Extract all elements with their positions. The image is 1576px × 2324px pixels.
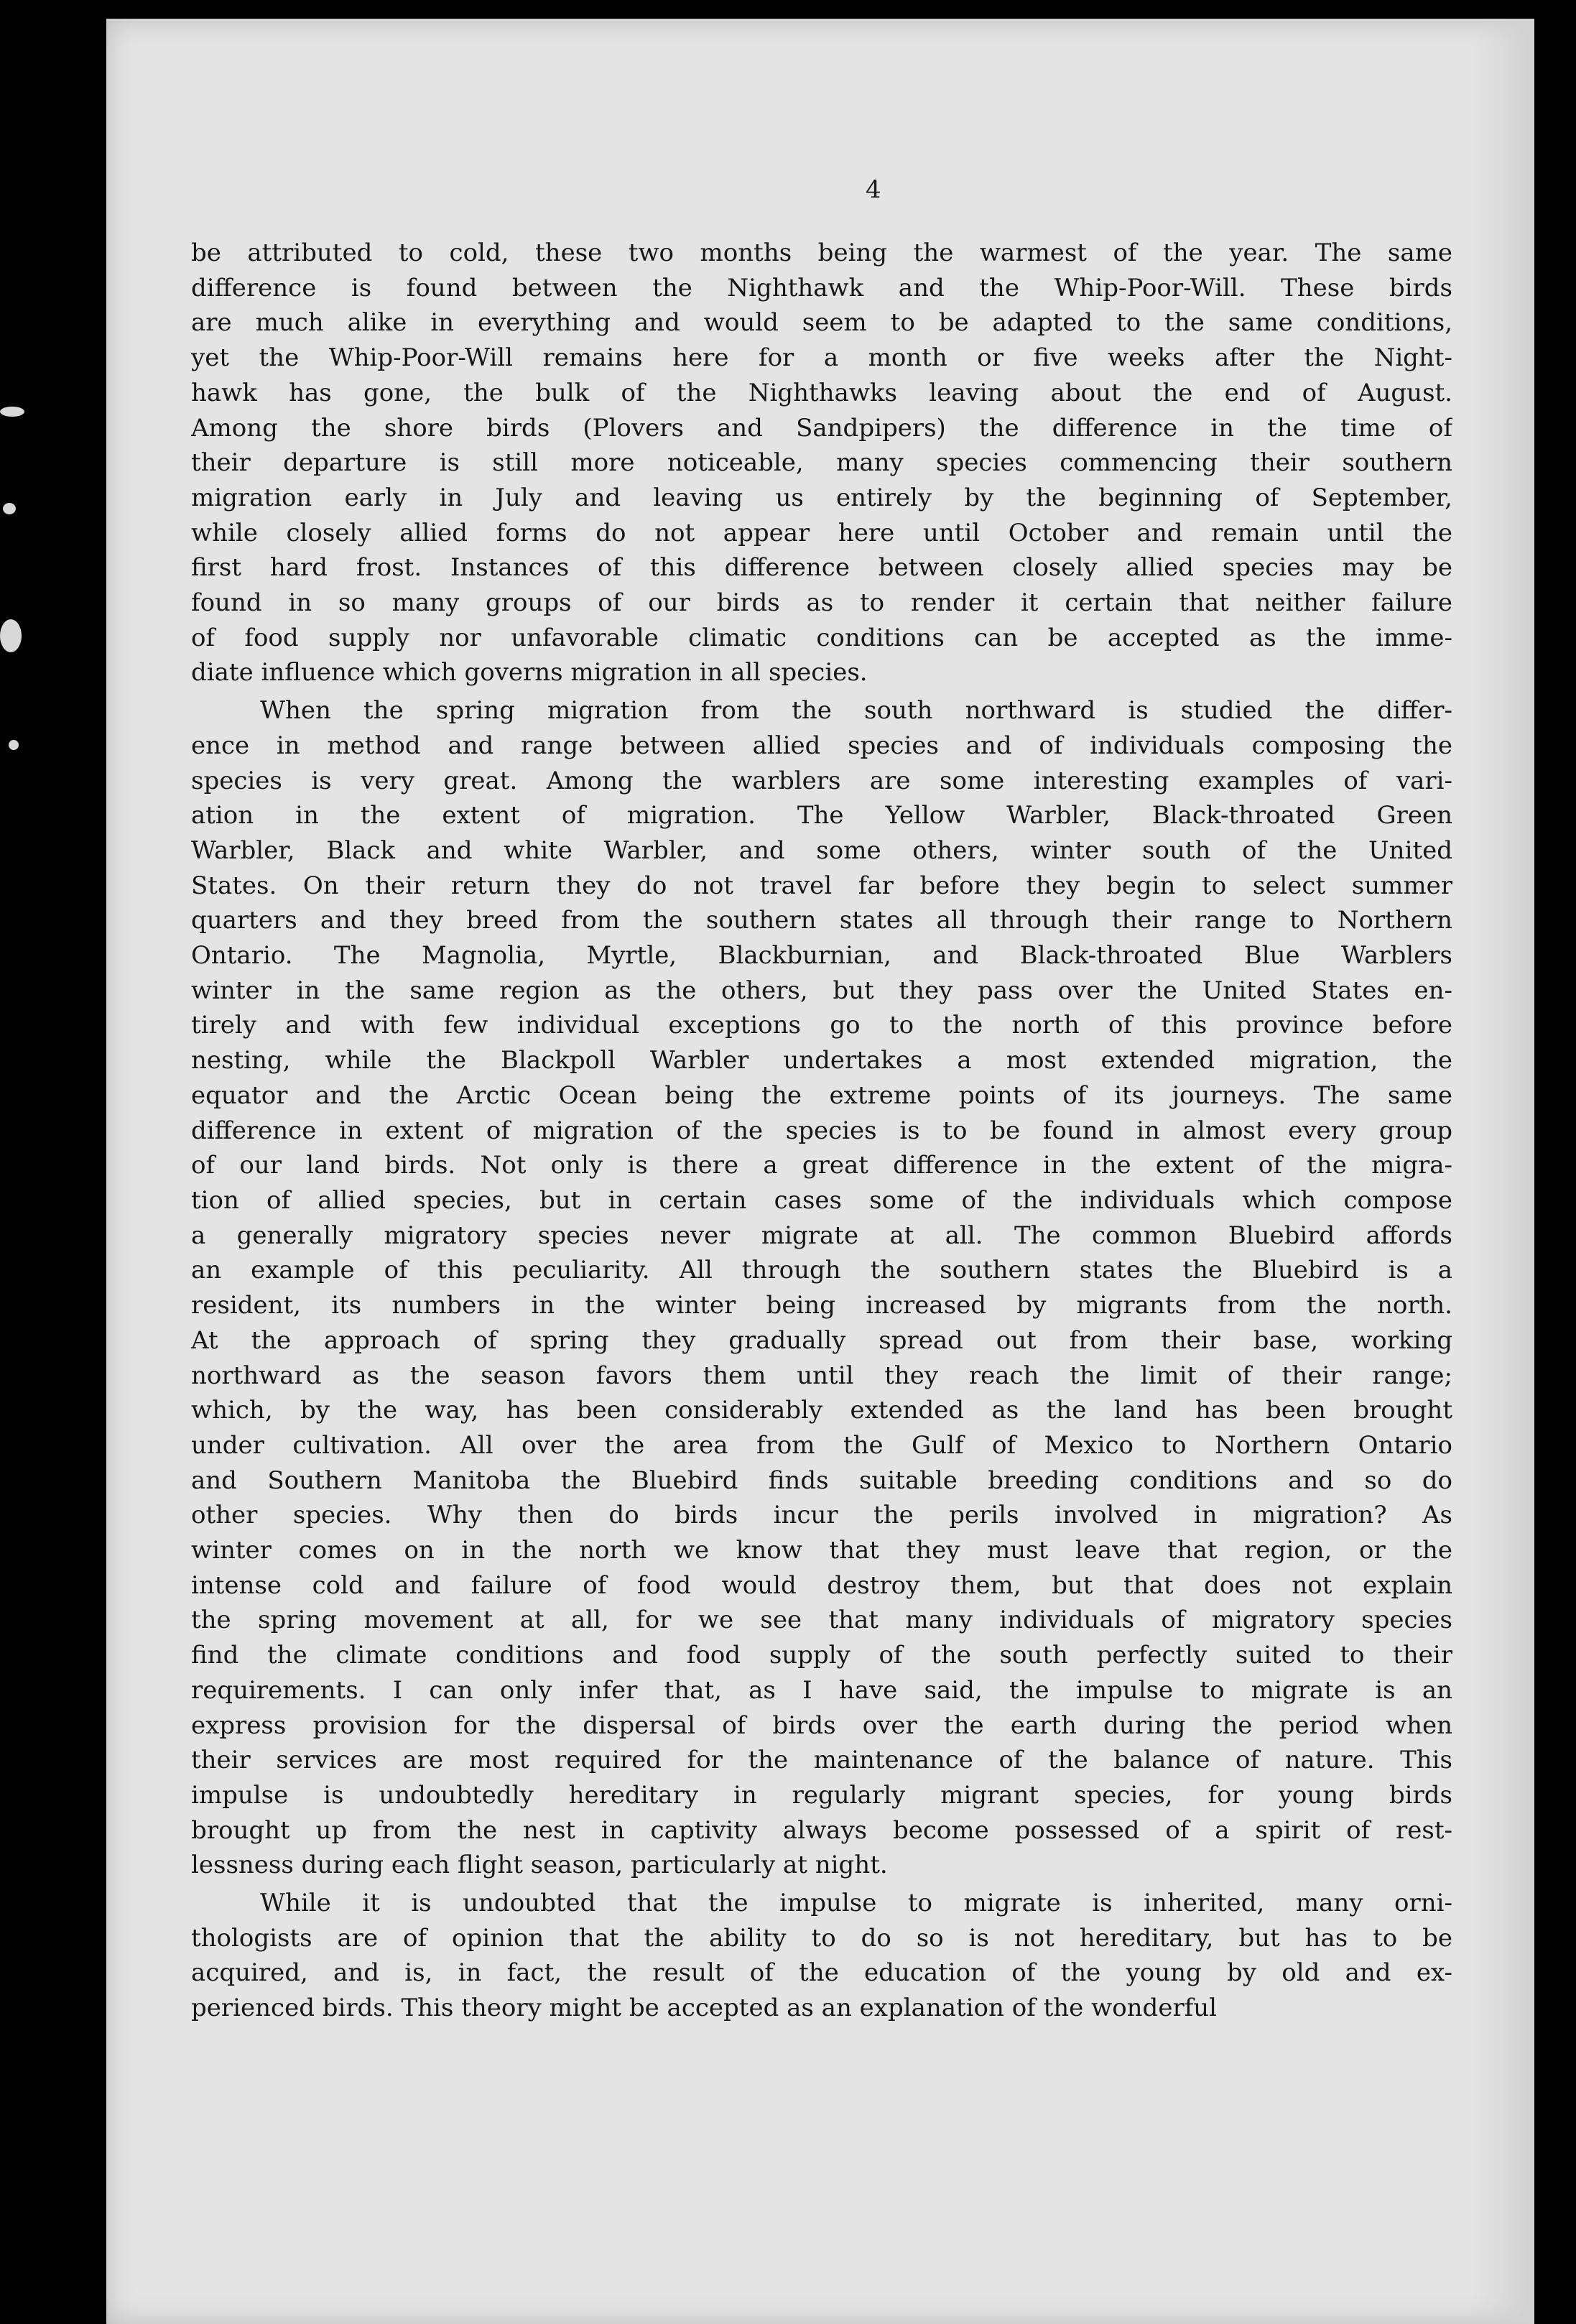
text-line: of our land birds. Not only is there a great difference in the extent of the migra- — [191, 1151, 1452, 1180]
text-line: lessness during each flight season, particularly at night. — [191, 1851, 888, 1880]
text-line: tion of allied species, but in certain cases some of the individuals which compose — [191, 1185, 1452, 1215]
text-line: an example of this peculiarity. All through the southern states the Bluebird is a — [191, 1256, 1452, 1285]
text-line: under cultivation. All over the area from the Gulf of Mexico to Northern Ontario — [191, 1430, 1452, 1460]
text-line: which, by the way, has been considerably extended as the land has been brought — [191, 1396, 1452, 1425]
text-line: nesting, while the Blackpoll Warbler undertakes a most extended migration, the — [191, 1046, 1452, 1075]
text-line: perienced birds. This theory might be accepted as an explanation of the wonderful — [191, 1994, 1218, 2023]
text-line: When the spring migration from the south northward is studied the differ- — [260, 696, 1452, 726]
text-line: found in so many groups of our birds as to render it certain that neither failure — [191, 588, 1452, 618]
text-line: quarters and they breed from the southern states all through their range to Northern — [191, 906, 1452, 935]
text-line: express provision for the dispersal of birds over the earth during the period when — [191, 1710, 1452, 1740]
text-line: species is very great. Among the warblers are some interesting examples of vari- — [191, 766, 1452, 795]
text-line: resident, its numbers in the winter being increased by migrants from the north. — [191, 1291, 1452, 1320]
text-line: their services are most required for the maintenance of the balance of nature. This — [191, 1746, 1452, 1775]
text-line: a generally migratory species never migrate at all. The common Bluebird affords — [191, 1221, 1452, 1250]
text-line: diate influence which governs migration in all species. — [191, 658, 868, 688]
paragraph — [191, 693, 1452, 1883]
text-line: and Southern Manitoba the Bluebird finds suitable breeding conditions and so do — [191, 1466, 1452, 1495]
text-line: winter comes on in the north we know that they must leave that region, or the — [191, 1536, 1452, 1565]
text-line: ation in the extent of migration. The Yellow Warbler, Black-throated Green — [191, 801, 1452, 830]
text-line: thologists are of opinion that the ability to do so is not hereditary, but has to be — [191, 1923, 1452, 1953]
text-line: intense cold and failure of food would destroy them, but that does not explain — [191, 1570, 1452, 1600]
text-line: equator and the Arctic Ocean being the extreme points of its journeys. The same — [191, 1080, 1452, 1110]
text-line: hawk has gone, the bulk of the Nighthawks leaving about the end of August. — [191, 378, 1452, 407]
text-line: brought up from the nest in captivity always become possessed of a spirit of rest- — [191, 1815, 1452, 1845]
paragraph — [191, 1886, 1452, 2026]
text-line: yet the Whip-Poor-Will remains here for a month or five weeks after the Night- — [191, 343, 1452, 373]
text-line: other species. Why then do birds incur the perils involved in migration? As — [191, 1501, 1452, 1530]
paragraph — [191, 236, 1452, 690]
text-line: of food supply nor unfavorable climatic conditions can be accepted as the imme- — [191, 623, 1452, 652]
body-text — [191, 236, 1452, 2026]
page-number: 4 — [866, 175, 881, 204]
text-line: While it is undoubted that the impulse to migrate is inherited, many orni- — [260, 1889, 1452, 1918]
text-line: find the climate conditions and food supply of the south perfectly suited to their — [191, 1641, 1452, 1670]
text-line: acquired, and is, in fact, the result of the education of the young by old and ex- — [191, 1958, 1452, 1988]
text-line: ence in method and range between allied species and of individuals composing the — [191, 731, 1452, 760]
text-line: difference in extent of migration of the species is to be found in almost every group — [191, 1116, 1452, 1145]
text-line: while closely allied forms do not appear here until October and remain until the — [191, 518, 1452, 547]
text-line: impulse is undoubtedly hereditary in regularly migrant species, for young birds — [191, 1780, 1452, 1810]
text-line: first hard frost. Instances of this difference between closely allied species may be — [191, 553, 1452, 583]
text-line: States. On their return they do not travel far before they begin to select summer — [191, 871, 1452, 900]
text-line: Among the shore birds (Plovers and Sandpipers) the difference in the time of — [191, 413, 1452, 443]
text-line: are much alike in everything and would seem to be adapted to the same conditions, — [191, 308, 1452, 338]
text-line: migration early in July and leaving us entirely by the beginning of September, — [191, 483, 1452, 512]
text-line: Ontario. The Magnolia, Myrtle, Blackburnian, and Black-throated Blue Warblers — [191, 941, 1452, 971]
text-line: Warbler, Black and white Warbler, and some others, winter south of the United — [191, 835, 1452, 865]
text-line: their departure is still more noticeable, many species commencing their southern — [191, 448, 1452, 478]
text-line: the spring movement at all, for we see that many individuals of migratory species — [191, 1606, 1452, 1635]
text-line: At the approach of spring they gradually spread out from their base, working — [191, 1325, 1452, 1355]
text-line: be attributed to cold, these two months being the warmest of the year. The same — [191, 239, 1452, 267]
text-line: difference is found between the Nighthawk and the Whip-Poor-Will. These birds — [191, 273, 1452, 302]
text-line: requirements. I can only infer that, as I have said, the impulse to migrate is an — [191, 1675, 1452, 1705]
text-line: tirely and with few individual exceptions go to the north of this province before — [191, 1011, 1452, 1040]
text-line: winter in the same region as the others, but they pass over the United States en- — [191, 976, 1452, 1005]
text-line: northward as the season favors them until they reach the limit of their range; — [191, 1361, 1452, 1390]
